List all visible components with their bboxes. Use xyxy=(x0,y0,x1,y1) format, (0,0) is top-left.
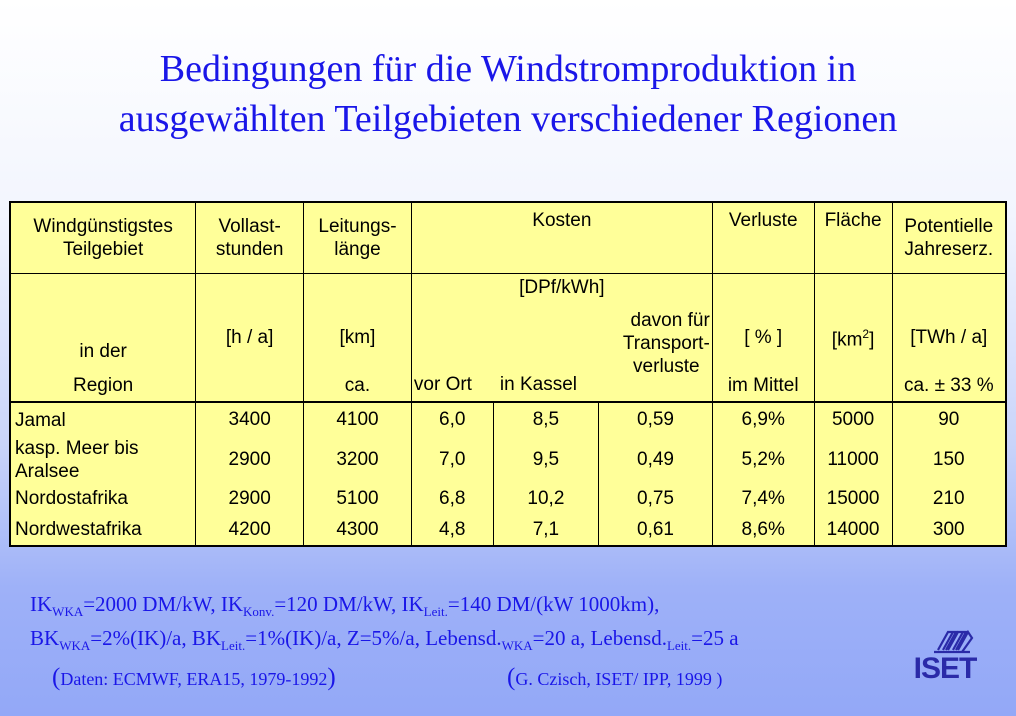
cell-potential: 210 xyxy=(892,483,1006,514)
header-row xyxy=(10,202,1006,273)
cell-leitung: 4300 xyxy=(304,514,412,546)
iset-logo xyxy=(910,628,980,688)
cell-transport: 0,75 xyxy=(599,483,713,514)
cell-vollast: 2900 xyxy=(196,436,304,483)
kosten-vorort-label: vor Ort xyxy=(413,373,472,395)
cell-leitung: 4100 xyxy=(304,402,412,436)
cell-region: kasp. Meer bis Aralsee xyxy=(10,436,196,483)
cell-kassel: 9,5 xyxy=(493,436,599,483)
header-region: Windgünstigstes Teilgebiet xyxy=(10,202,196,273)
cell-kassel: 7,1 xyxy=(493,514,599,546)
cell-potential: 150 xyxy=(892,436,1006,483)
table-row xyxy=(10,436,1006,483)
cell-region: Nordwestafrika xyxy=(10,514,196,546)
cell-region: Nordostafrika xyxy=(10,483,196,514)
wind-conditions-table xyxy=(9,201,1007,547)
title-line-1: Bedingungen für die Windstromproduktion in xyxy=(159,48,857,90)
cell-vollast: 3400 xyxy=(196,402,304,436)
header-leitung: Leitungs- länge xyxy=(304,202,412,273)
assumptions-line-1: $IK_{WKA}=2000$ DM/kW, $IK_{Konv.}=120$ DM/kW, $IK_{Leit.}=140$ DM/(kW 1000km), xyxy=(30,592,660,620)
cell-vollast: 4200 xyxy=(196,514,304,546)
cell-kassel: 8,5 xyxy=(493,402,599,436)
cell-kassel: 10,2 xyxy=(493,483,599,514)
table-row xyxy=(10,514,1006,546)
cell-verluste: 7,4% xyxy=(712,483,814,514)
cell-flaeche: 5000 xyxy=(814,402,892,436)
header-vollast: Vollast- stunden xyxy=(196,202,304,273)
subheader-potential: [TWh / a] ca. ± 33 % xyxy=(892,273,1006,402)
kosten-kassel-label: in Kassel xyxy=(499,373,578,395)
cell-flaeche: 14000 xyxy=(814,514,892,546)
subheader-flaeche: $[km^2]$ xyxy=(814,273,892,402)
header-kosten: Kosten xyxy=(411,202,712,273)
header-verluste: Verluste xyxy=(712,202,814,273)
cell-potential: 90 xyxy=(892,402,1006,436)
cell-transport: 0,59 xyxy=(599,402,713,436)
kosten-transport-label: davon für Transport- verluste xyxy=(622,309,710,377)
subheader-row xyxy=(10,273,1006,402)
cell-verluste: 5,2% xyxy=(712,436,814,483)
cell-verluste: 6,9% xyxy=(712,402,814,436)
logo-text: ISET xyxy=(913,652,977,685)
subheader-verluste: [ % ] im Mittel xyxy=(712,273,814,402)
title-line-2: ausgewählten Teilgebieten verschiedener Regionen xyxy=(118,98,898,140)
cell-transport: 0,61 xyxy=(599,514,713,546)
assumptions-note xyxy=(30,591,739,659)
assumptions-line-2: $BK_{WKA}=2\%(IK)/a$, $BK_{Leit.}=1\%(IK)/a$, Z=5%/a, $Lebensd._{WKA}=20$ a, $Lebensd._{Leit.}=25$ a xyxy=(30,626,739,654)
cell-region: Jamal xyxy=(10,402,196,436)
subheader-region: in der Region xyxy=(10,273,196,402)
cell-transport: 0,49 xyxy=(599,436,713,483)
page-title xyxy=(0,44,1016,144)
cell-vollast: 2900 xyxy=(196,483,304,514)
source-data: (Daten: ECMWF, ERA15, 1979-1992) xyxy=(52,664,336,691)
cell-flaeche: 11000 xyxy=(814,436,892,483)
cell-vorort: 4,8 xyxy=(411,514,493,546)
subheader-kosten: [DPf/kWh] vor Ort in Kassel davon für Transport- verluste xyxy=(411,273,712,402)
cell-potential: 300 xyxy=(892,514,1006,546)
header-potential: Potentielle Jahreserz. xyxy=(892,202,1006,273)
cell-leitung: 5100 xyxy=(304,483,412,514)
cell-vorort: 6,0 xyxy=(411,402,493,436)
cell-flaeche: 15000 xyxy=(814,483,892,514)
cell-verluste: 8,6% xyxy=(712,514,814,546)
cell-leitung: 3200 xyxy=(304,436,412,483)
header-flaeche: Fläche xyxy=(814,202,892,273)
source-author: (G. Czisch, ISET/ IPP, 1999 ) xyxy=(507,664,723,691)
subheader-vollast: [h / a] xyxy=(196,273,304,402)
subheader-leitung: [km] ca. xyxy=(304,273,412,402)
table-row xyxy=(10,483,1006,514)
cell-vorort: 6,8 xyxy=(411,483,493,514)
cell-vorort: 7,0 xyxy=(411,436,493,483)
table-row xyxy=(10,402,1006,436)
